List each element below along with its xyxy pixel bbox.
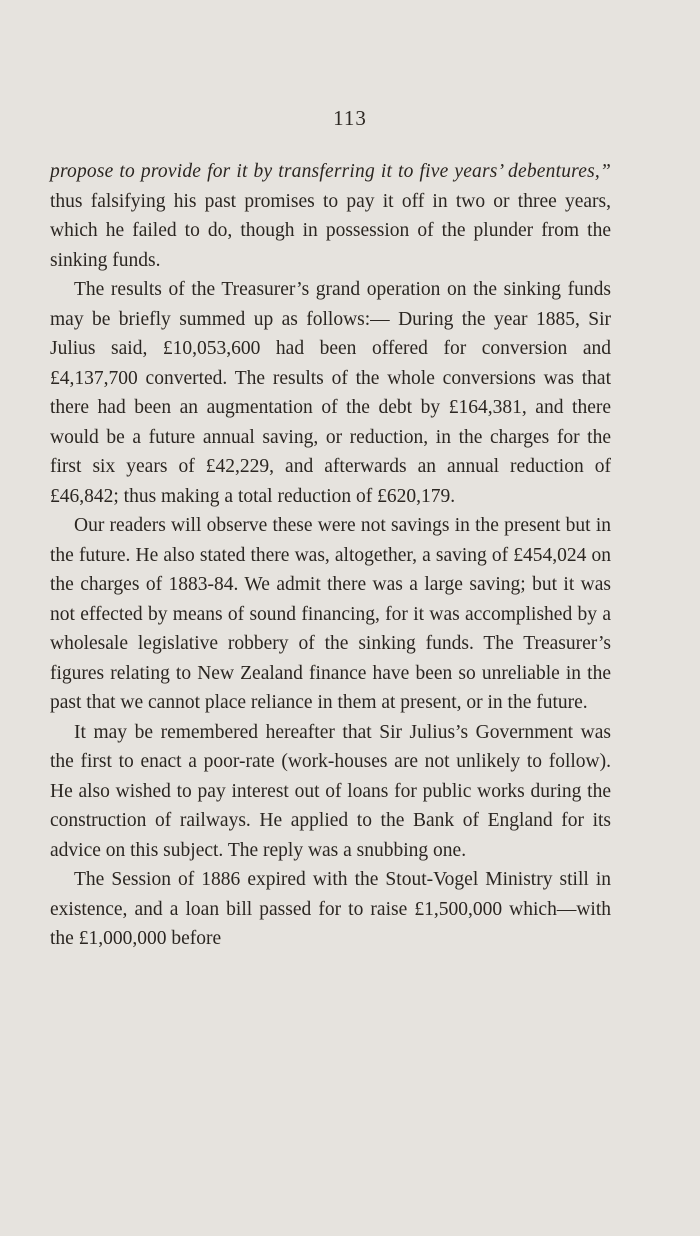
paragraph-4: It may be remembered hereafter that Sir Julius’s Government was the first to enact a poor-rate (work-houses are not unlikely to follow). He also wished to pay interest out of loans for public works during the construction of railways. He applied to the Bank of England for its advice on this subject. The reply was a snubbing one.: [50, 721, 611, 861]
paragraph-1-text: thus falsifying his past promises to pay it off in two or three years, which he failed to do, though in possession of the plunder from the sinking funds.: [50, 190, 611, 271]
paragraph-1: [50, 157, 611, 275]
paragraph-5: The Session of 1886 expired with the Stout-Vogel Ministry still in existence, and a loan bill passed for to raise £1,500,000 which—with the £1,000,000 before: [50, 869, 611, 949]
page-body: [50, 157, 611, 954]
paragraph-2: The results of the Treasurer’s grand operation on the sinking funds may be briefly summed up as follows:— During the year 1885, Sir Julius said, £10,053,600 had been offered for conversion and £4,137,700 converted. The results of the whole conversions was that there had been an augmentation of the debt by £164,381, and there would be a future annual saving, or reduction, in the charges for the first six years of £42,229, and afterwards an annual reduction of £46,842; thus making a total reduction of £620,179.: [50, 279, 611, 507]
italic-quotation: propose to provide for it by transferring it to five years’ debentures,”: [50, 161, 611, 182]
paragraph-3: Our readers will observe these were not savings in the present but in the future. He also stated there was, altogether, a saving of £454,024 on the charges of 1883-84. We admit there was a large saving; but it was not effected by means of sound financing, for it was accomplished by a wholesale legislative robbery of the sinking funds. The Treasurer’s figures relating to New Zealand finance have been so unreliable in the past that we cannot place reliance in them at present, or in the future.: [50, 515, 611, 713]
page-number: 113: [333, 106, 367, 130]
